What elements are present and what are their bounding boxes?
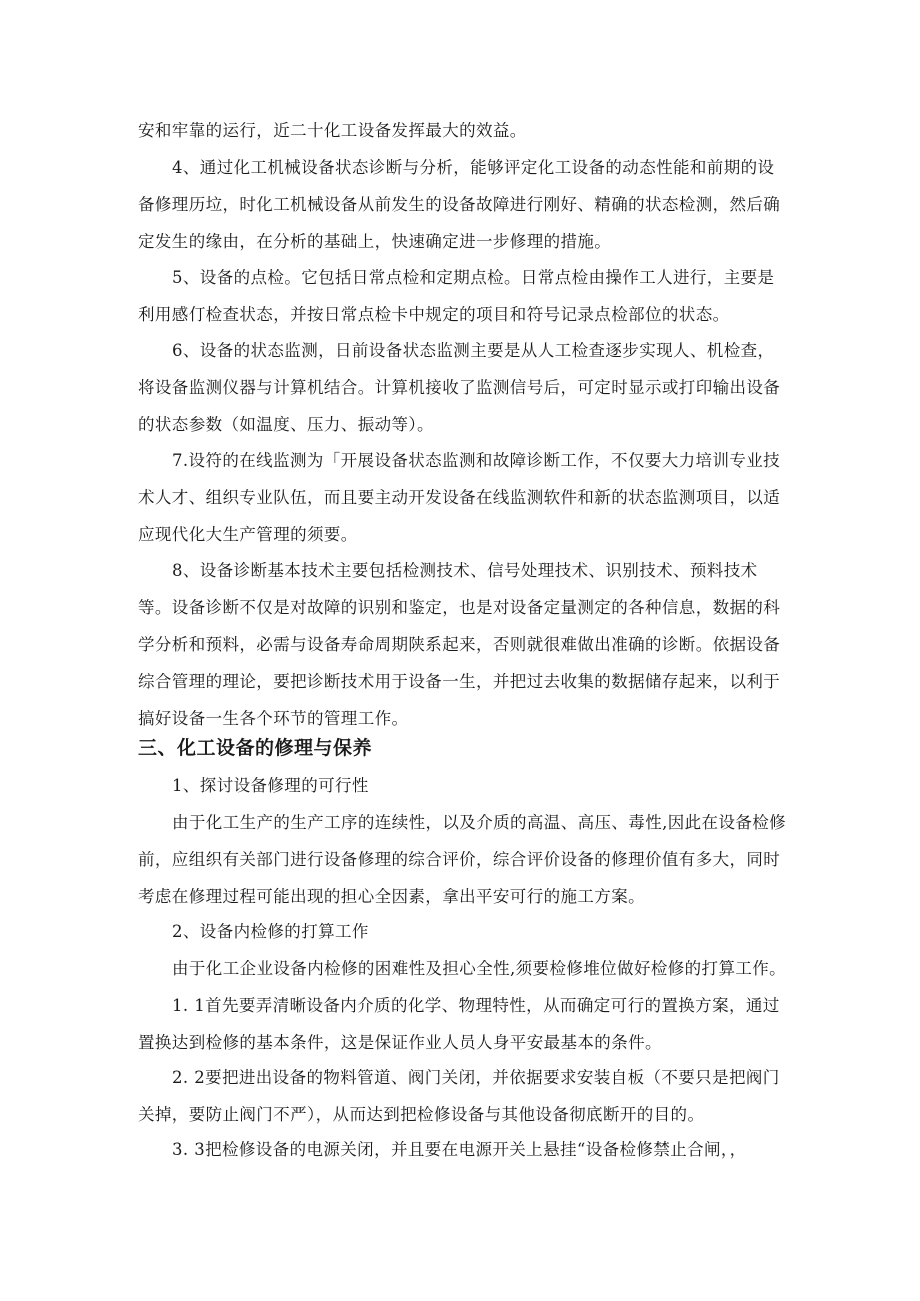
paragraph-item-5: 5、设备的点检。它包括日常点检和定期点检。日常点检由操作工人进行，主要是利用感仃检查状态，并按日常点检卡中规定的项目和符号记录点检部位的状态。 [138, 268, 775, 324]
paragraph-item-4: 4、通过化工机械设备状态诊断与分析，能够评定化工设备的动态性能和前期的设备修理历垃，时化工机械设备从前发生的设备故障进行刚好、精确的状态检测，然后确定发生的缘由，在分析的基础上，快速确定进一步修理的措施。 [138, 158, 781, 251]
paragraph-item-7: 7.设符的在线监测为「开展设备状态监测和故障诊断工作，不仅要大力培训专业技术人才、组织专业队伍，而且要主动开发设备在线监测软件和新的状态监测项目，以适应现代化大生产管理的须要。 [138, 451, 781, 544]
paragraph-continuation: 安和牢靠的运行，近二十化工设备发挥最大的效益。 [138, 121, 527, 140]
list-item-3: 3. 3把检修设备的电源关闭，并且要在电源开关上悬挂“设备检修禁止合闸，， [172, 1140, 747, 1159]
subsection-2-body: 由于化工企业设备内检修的困难性及担心全性,须要检修堆位做好检修的打算工作。 [172, 959, 787, 978]
section-heading: 三、化工设备的修理与保养 [138, 737, 373, 759]
list-item-2: 2. 2要把进出设备的物料管道、阀门关闭，并依据要求安装自板（不要只是把阀门关掉，要防止阀门不严），从而达到把检修设备与其他设备彻底断开的目的。 [138, 1068, 780, 1124]
subsection-1-title: 1、探讨设备修理的可行性 [172, 776, 369, 795]
list-item-1: 1. 1首先要弄清晰设备内介质的化学、物理特性，从而确定可行的置换方案，通过置换达到检修的基本条件，这是保证作业人员人身平安最基本的条件。 [138, 996, 780, 1052]
paragraph-item-6: 6、设备的状态监测，日前设备状态监测主要是从人工检查逐步实现人、机检查，将设备监测仪器与计算机结合。计算机接收了监测信号后，可定时显示或打印输出设备的状态参数（如温度、压力、振动等）。 [138, 341, 781, 434]
paragraph-item-8: 8、设备诊断基本技术主要包括检测技术、信号处理技术、识别技术、预料技术等。设备诊断不仅是对故障的识别和鉴定，也是对设备定量测定的各种信息，数据的科学分析和预料，必需与设备寿命周期陕系起来，否则就很难做出准确的诊断。依据设备综合管理的理论，要把诊断技术用于设备一生，并把过去收集的数据储存起来，以利于搞好设备一生各个环节的管理工作。 [138, 561, 781, 728]
subsection-2-title: 2、设备内检修的打算工作 [172, 922, 369, 941]
subsection-1-body: 由于化工生产的生产工序的连续性，以及介质的高温、高压、毒性,因此在设备检修前，应组织有关部门进行设备修理的综合评价，综合评价设备的修理价值有多大，同时考虑在修理过程可能出现的担心全因素，拿出平安可行的施工方案。 [138, 813, 787, 906]
